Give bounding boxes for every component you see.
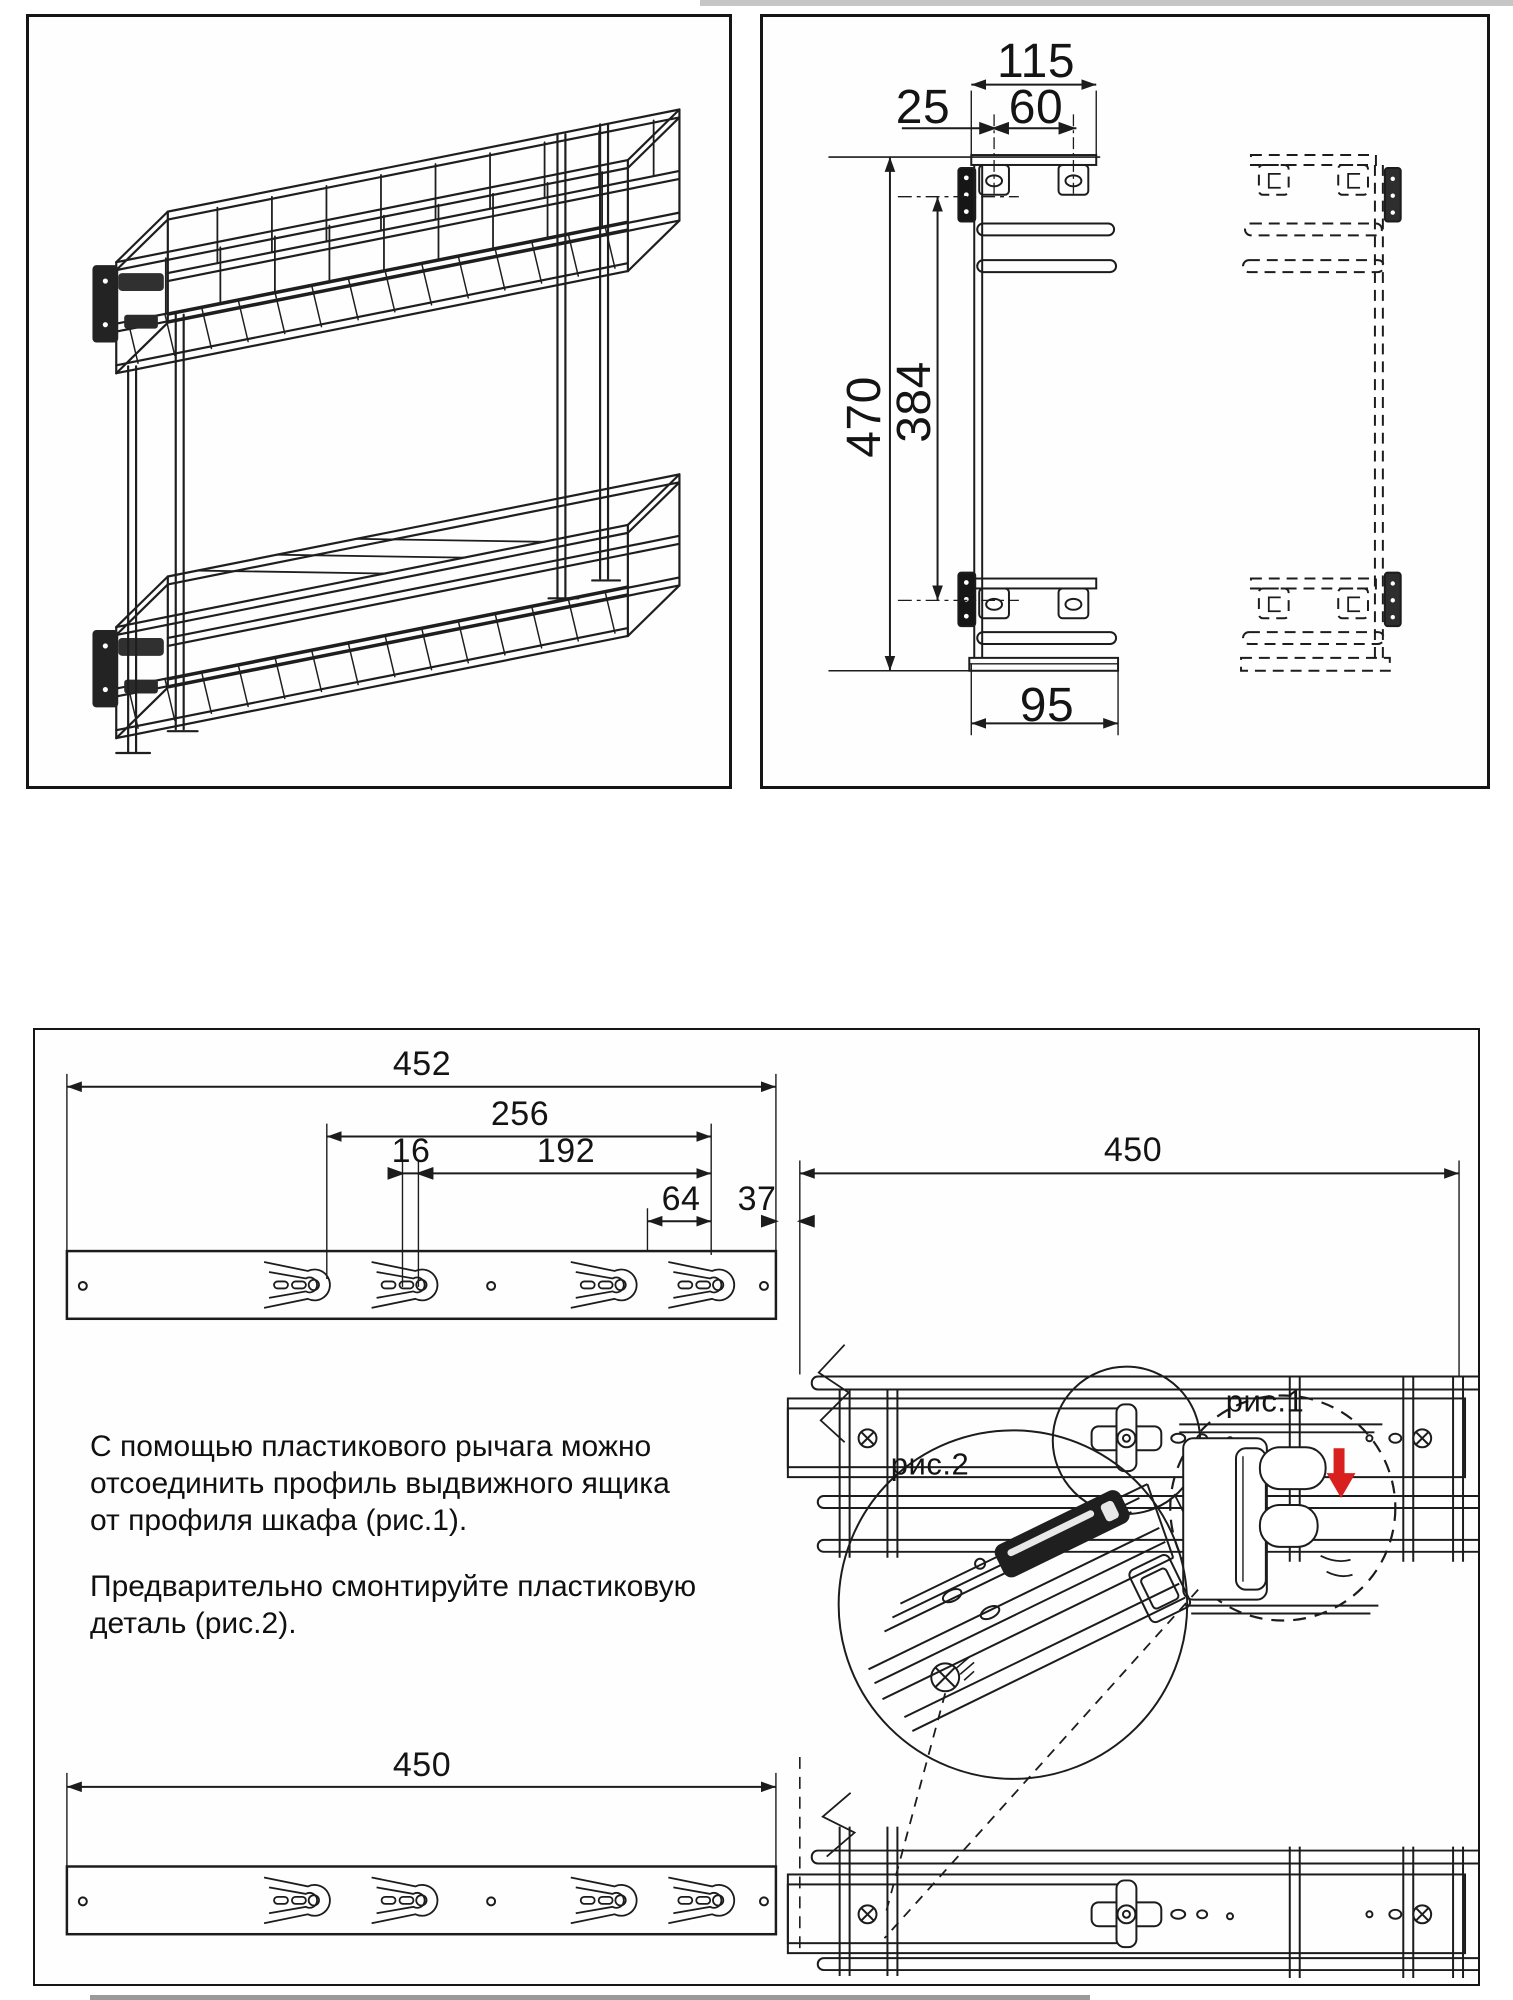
top-450-dimension [800, 1160, 1459, 1376]
dim-450-top-label: 450 [1103, 1131, 1163, 1169]
basket-isometric-drawing [29, 17, 729, 786]
dim-384-label: 384 [888, 361, 941, 443]
dim-64-label: 64 [661, 1180, 701, 1218]
dim-450-bottom-label: 450 [392, 1746, 452, 1784]
top-rail-dimensions [67, 1074, 814, 1287]
dim-452-label: 452 [392, 1045, 452, 1083]
red-down-arrow-icon [1327, 1448, 1356, 1498]
screw-leader-line [885, 1693, 945, 1914]
instruction-p1-line2: отсоединить профиль выдвижного ящика [90, 1467, 670, 1500]
installation-panel [33, 1028, 1480, 1986]
instruction-p2-line2: деталь (рис.2). [90, 1607, 297, 1640]
basket-posts [128, 124, 608, 753]
instruction-p2-line1: Предварительно смонтируйте пластиковую [90, 1570, 697, 1603]
isometric-view-panel [26, 14, 732, 789]
scan-artifact-bottom [90, 1995, 1090, 2000]
cabinet-frame-bottom [788, 1793, 1478, 1978]
drawer-rail-top [67, 1251, 776, 1319]
dim-25-label: 25 [895, 81, 951, 134]
upper-basket-tier [92, 110, 679, 374]
fig2-label: рис.2 [890, 1446, 970, 1482]
dim-192-label: 192 [536, 1132, 596, 1170]
dim-95-label: 95 [1019, 679, 1075, 732]
dim-60-label: 60 [1008, 81, 1064, 134]
dim-16-label: 16 [391, 1132, 431, 1170]
scan-artifact-top [700, 0, 1513, 6]
drawer-rail-bottom [67, 1866, 776, 1934]
cabinet-profile-dashed [1241, 155, 1401, 671]
instruction-p1-line3: от профиля шкафа (рис.1). [90, 1504, 468, 1537]
fig1-label: рис.1 [1225, 1383, 1305, 1419]
dim-256-label: 256 [490, 1095, 550, 1133]
plastic-part [992, 1487, 1133, 1580]
dim-470-label: 470 [838, 376, 891, 458]
instruction-text [90, 1428, 696, 1642]
dim-115-label: 115 [996, 35, 1076, 88]
side-view-panel [760, 14, 1490, 789]
lower-basket-tier [92, 474, 679, 738]
dim-37-label: 37 [737, 1180, 777, 1218]
break-line-top [819, 1345, 849, 1443]
bottom-450-dimension [67, 1757, 800, 1956]
fig1-leader-line [884, 1590, 1198, 1939]
instruction-p1-line1: С помощью пластикового рычага можно [90, 1430, 652, 1463]
fig2-detail [839, 1430, 1192, 1914]
